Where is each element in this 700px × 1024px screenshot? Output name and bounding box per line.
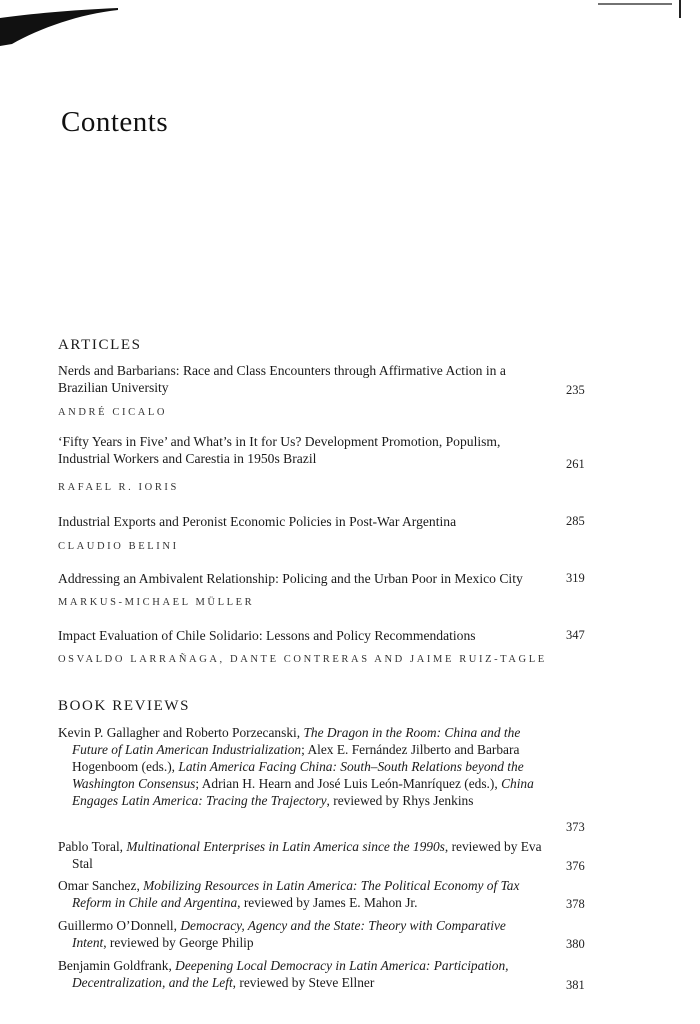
review-text-segment: , reviewed by James E. Mahon Jr. [237,895,418,910]
article-author: ANDRÉ CICALO [58,407,168,418]
article-author: OSVALDO LARRAÑAGA, DANTE CONTRERAS AND JAIME RUIZ-TAGLE [58,654,547,665]
review-text-segment: , reviewed by Eva Stal [72,839,542,871]
article-title: Nerds and Barbarians: Race and Class Encounters through Affirmative Action in a Brazilian University [58,363,506,395]
review-text-segment: Pablo Toral, [58,839,127,854]
article-title: Addressing an Ambivalent Relationship: Policing and the Urban Poor in Mexico City [58,571,523,586]
review-text-segment: Benjamin Goldfrank, [58,958,176,973]
book-review-page-number: 378 [566,897,585,911]
book-review-text [58,838,542,872]
article-title: Impact Evaluation of Chile Solidario: Lessons and Policy Recommendations [58,628,476,643]
article-title: Industrial Exports and Peronist Economic Policies in Post-War Argentina [58,514,457,529]
scan-edge-mark-right [598,0,684,20]
book-review-entry [58,877,678,911]
book-review-page-number: 381 [566,978,585,992]
book-review-entry [58,838,678,872]
review-text-segment: , reviewed by George Philip [103,935,254,950]
book-review-text [58,917,542,951]
article-page-number: 347 [566,628,585,642]
page-title: Contents [61,106,169,138]
book-title: Latin America Facing China: South–South Relations beyond the Washington Consensus [72,759,524,791]
review-text-segment: , reviewed by Rhys Jenkins [326,793,474,808]
book-review-entry [58,957,678,991]
book-title: China Engages Latin America: Tracing the Trajectory [72,776,534,808]
scan-edge-mark-left [0,6,118,46]
review-text-segment: ; Alex E. Fernández Jilberto and Barbara Hogenboom (eds.), [72,742,520,774]
article-title: ‘Fifty Years in Five’ and What’s in It for Us? Development Promotion, Populism, Industrial Workers and Carestia in 1950s Brazil [58,434,501,466]
review-text-segment: ; Adrian H. Hearn and José Luis León-Manríquez (eds.), [195,776,502,791]
book-title: The Dragon in the Room: China and the Future of Latin American Industrialization [72,725,521,757]
book-review-page-number: 376 [566,859,585,873]
book-review-page-number: 380 [566,937,585,951]
article-page-number: 235 [566,383,585,397]
book-review-text [58,724,542,809]
book-review-page-number: 373 [566,820,585,834]
book-title: Multinational Enterprises in Latin America since the 1990s [126,839,445,854]
book-review-entry [58,724,678,834]
book-review-text [58,957,542,991]
article-author: CLAUDIO BELINI [58,541,179,552]
article-entry [58,570,668,608]
article-page-number: 285 [566,514,585,528]
book-review-entry [58,917,678,951]
review-text-segment: Guillermo O’Donnell, [58,918,181,933]
article-author: MARKUS-MICHAEL MÜLLER [58,597,255,608]
articles-heading: ARTICLES [58,337,142,353]
article-entry [58,433,668,493]
review-text-segment: Kevin P. Gallagher and Roberto Porzecanski, [58,725,304,740]
book-title: Deepening Local Democracy in Latin America: Participation, Decentralization, and the Left [72,958,509,990]
article-author: RAFAEL R. IORIS [58,482,179,493]
book-review-text [58,877,542,911]
book-title: Democracy, Agency and the State: Theory with Comparative Intent [72,918,506,950]
article-entry [58,362,668,418]
article-entry [58,513,668,552]
article-entry [58,627,668,665]
book-title: Mobilizing Resources in Latin America: The Political Economy of Tax Reform in Chile and Argentina [72,878,520,910]
article-page-number: 319 [566,571,585,585]
review-text-segment: Omar Sanchez, [58,878,144,893]
book-reviews-heading: BOOK REVIEWS [58,698,191,714]
article-page-number: 261 [566,457,585,471]
review-text-segment: , reviewed by Steve Ellner [232,975,375,990]
